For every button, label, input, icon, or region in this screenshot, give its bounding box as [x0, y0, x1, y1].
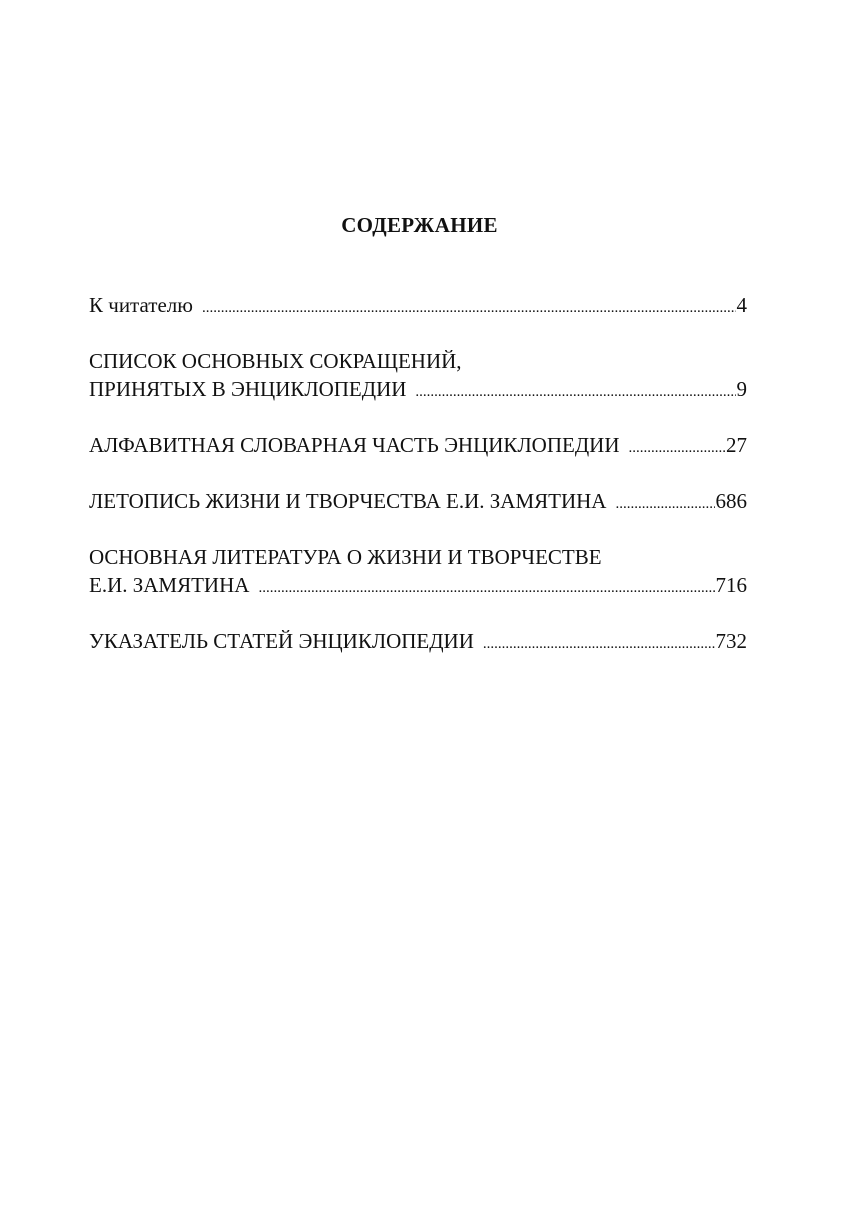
- dot-leader: [483, 630, 715, 658]
- dot-leader: [615, 490, 714, 518]
- table-of-contents: [89, 291, 747, 683]
- toc-entry-title: К читателю: [89, 293, 193, 317]
- toc-entry-title: ЛЕТОПИСЬ ЖИЗНИ И ТВОРЧЕСТВА Е.И. ЗАМЯТИНА: [89, 489, 607, 513]
- toc-entry-title: ОСНОВНАЯ ЛИТЕРАТУРА О ЖИЗНИ И ТВОРЧЕСТВЕ: [89, 545, 602, 569]
- toc-page-number: 27: [726, 433, 747, 457]
- toc-entry-index: [89, 627, 747, 658]
- toc-entry-literature: [89, 543, 747, 602]
- toc-entry-title: СПИСОК ОСНОВНЫХ СОКРАЩЕНИЙ,: [89, 349, 462, 373]
- toc-entry-chronicle: [89, 487, 747, 518]
- dot-leader: [415, 378, 735, 406]
- toc-entry-title-continued: Е.И. ЗАМЯТИНА: [89, 573, 250, 597]
- dot-leader: [629, 434, 726, 462]
- dot-leader: [258, 574, 714, 602]
- toc-entry-title: УКАЗАТЕЛЬ СТАТЕЙ ЭНЦИКЛОПЕДИИ: [89, 629, 474, 653]
- toc-entry-title-continued: ПРИНЯТЫХ В ЭНЦИКЛОПЕДИИ: [89, 377, 407, 401]
- toc-page-number: 732: [715, 629, 747, 653]
- toc-entry-dictionary: [89, 431, 747, 462]
- toc-entry-title: АЛФАВИТНАЯ СЛОВАРНАЯ ЧАСТЬ ЭНЦИКЛОПЕДИИ: [89, 433, 620, 457]
- toc-page-number: 686: [715, 489, 747, 513]
- dot-leader: [202, 294, 736, 322]
- toc-page-number: 716: [715, 573, 747, 597]
- toc-page-number: 4: [736, 293, 747, 317]
- toc-entry-abbreviations: [89, 347, 747, 406]
- toc-page-number: 9: [736, 377, 747, 401]
- toc-entry-to-reader: [89, 291, 747, 322]
- page-title: СОДЕРЖАНИЕ: [341, 213, 498, 237]
